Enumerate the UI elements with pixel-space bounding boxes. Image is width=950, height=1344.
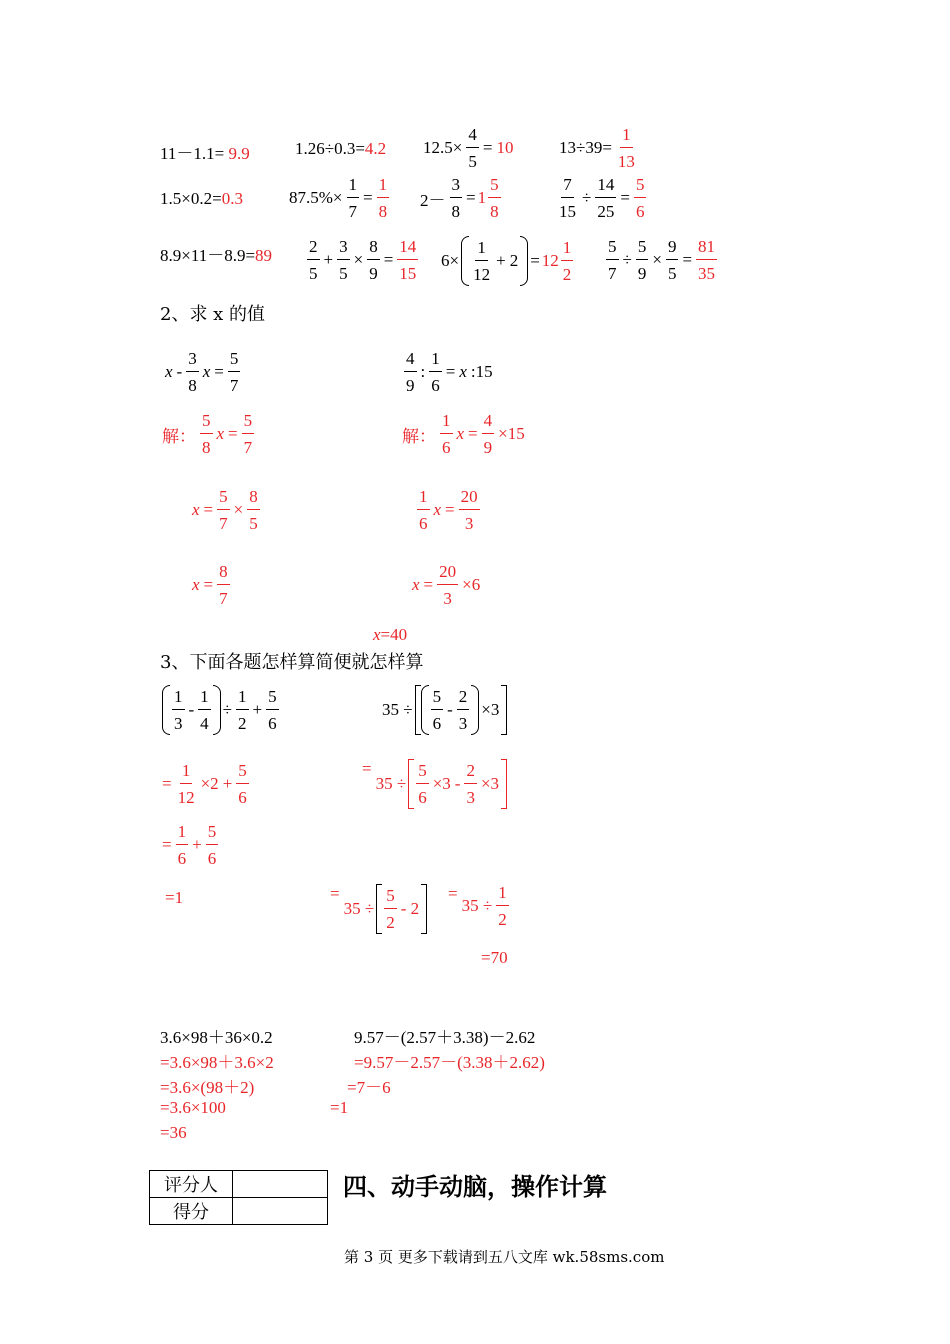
eq2-left-step2: x = $\frac{5}{7}$ × $\frac{8}{5}$ — [192, 487, 258, 533]
score-cell[interactable] — [233, 1198, 328, 1225]
answer-fraction: $\frac{5}{6}$ — [635, 175, 645, 221]
times-sign: × — [652, 250, 662, 269]
simplify-right-step1: =35 ÷ $\frac{5}{6}$ ×3 - $\frac{2}{3}$ ×3 — [360, 759, 507, 809]
calc-left-step: =3.6×100 — [160, 1098, 226, 1117]
simplify-right-question: 35 ÷ $\frac{5}{6}$ - $\frac{2}{3}$ ×3 — [380, 685, 507, 735]
right-paren — [520, 236, 528, 286]
answer: 9.9 — [224, 144, 250, 163]
simplify-left-step2: = $\frac{1}{6}$ + $\frac{5}{6}$ — [162, 822, 217, 868]
expr: 1.5×0.2= — [160, 189, 222, 208]
eq2-right-step4: x=40 — [373, 625, 408, 644]
calc-right-step: =7－6 — [347, 1078, 391, 1097]
fraction: $\frac{3}{8}$ — [451, 175, 460, 221]
score-table — [149, 1170, 328, 1225]
eq2-left-step3: x = $\frac{8}{7}$ — [192, 562, 228, 608]
calc-r2-c3 — [418, 176, 503, 220]
section-4-heading: 四、动手动脑，操作计算 — [343, 1172, 607, 1201]
grader-label: 评分人 — [150, 1171, 233, 1198]
expr: 13÷39= — [559, 138, 612, 157]
calc-right-step: =1 — [330, 1098, 349, 1117]
section-3-title: 3、下面各题怎样算简便就怎样算 — [160, 652, 424, 673]
expr: 6× — [441, 251, 460, 270]
answer: 0.3 — [221, 189, 243, 208]
eq2-left-step1: 解： $\frac{5}{8}$ x = $\frac{5}{7}$ — [162, 411, 253, 457]
expr: 87.5%× — [289, 188, 343, 207]
calc-left-step: =36 — [160, 1123, 187, 1142]
calc-r1-c2 — [295, 139, 386, 159]
calc-r1-c1 — [160, 139, 250, 164]
fraction: $\frac{1}{7}$ — [348, 175, 357, 221]
fraction: $\frac{14}{25}$ — [597, 175, 615, 221]
calc-left-step: =3.6×98＋3.6×2 — [160, 1053, 274, 1072]
divide-sign: ÷ — [582, 188, 592, 207]
fraction: $\frac{3}{5}$ — [339, 237, 348, 283]
eq2-right-step1: 解： $\frac{1}{6}$ x = $\frac{4}{9}$ ×15 — [402, 411, 525, 457]
answer-fraction: $\frac{81}{35}$ — [698, 237, 716, 283]
expr: 12.5× — [423, 138, 463, 157]
simplify-right-step2: =35 ÷ $\frac{5}{2}$ - 2 — [328, 884, 427, 934]
times-sign: × — [353, 250, 364, 269]
calc-r2-c2 — [287, 176, 391, 220]
calc-left-question: 3.6×98＋36×0.2 — [160, 1028, 273, 1047]
grader-cell[interactable] — [233, 1171, 328, 1198]
answer-fraction: $\frac{1}{8}$ — [378, 175, 388, 221]
calc-r3-c3 — [439, 236, 575, 286]
answer: 4.2 — [364, 139, 387, 158]
answer-fraction: $\frac{14}{15}$ — [399, 237, 417, 283]
answer: 10 — [496, 138, 514, 157]
fraction: $\frac{4}{5}$ — [468, 125, 477, 171]
fraction: $\frac{5}{9}$ — [637, 237, 647, 283]
answer: 89 — [255, 246, 273, 265]
simplify-right-step3: =70 — [481, 948, 508, 967]
simplify-left-step1: = $\frac{1}{12}$ ×2 + $\frac{5}{6}$ — [162, 761, 247, 807]
eq2-right-question: $\frac{4}{9}$ : $\frac{1}{6}$ = x :15 — [406, 349, 493, 395]
calc-right-step: =9.57－2.57－(3.38＋2.62) — [354, 1053, 545, 1072]
fraction: $\frac{9}{5}$ — [667, 237, 677, 283]
calc-right-question: 9.57－(2.57＋3.38)－2.62 — [354, 1028, 536, 1047]
equals: = — [620, 188, 630, 207]
plus-sign: + — [323, 250, 334, 269]
fraction: $\frac{2}{5}$ — [309, 237, 318, 283]
fraction: $\frac{8}{9}$ — [369, 237, 378, 283]
eq2-right-step3: x = $\frac{20}{3}$ ×6 — [412, 562, 481, 608]
eq2-left-question: x - $\frac{3}{8}$ x = $\frac{5}{7}$ — [165, 349, 239, 395]
answer-mixed-number: 12 1 2 — [541, 238, 572, 284]
equals: = — [363, 188, 373, 207]
answer-fraction: $\frac{1}{13}$ — [617, 125, 635, 171]
plus-sign: + — [496, 251, 506, 270]
calc-r1-c3 — [421, 126, 515, 170]
equals: = — [530, 251, 540, 270]
expr: 11－1.1= — [160, 144, 225, 163]
calc-r3-c2 — [305, 238, 420, 282]
number: 2 — [509, 251, 519, 270]
section-2-title: 2、求 x 的值 — [160, 304, 266, 325]
calc-r2-c1 — [160, 189, 243, 209]
expr: 2－ — [420, 190, 446, 210]
calc-r3-c1 — [160, 241, 272, 266]
fraction: $\frac{7}{15}$ — [559, 175, 576, 221]
calc-r1-c4 — [557, 126, 639, 170]
equals: = — [466, 188, 476, 207]
calc-r3-c4 — [604, 238, 719, 282]
left-paren — [461, 236, 469, 286]
eq2-right-step2: $\frac{1}{6}$ x = $\frac{20}{3}$ — [419, 487, 478, 533]
simplify-right-step2b: =35 ÷ $\frac{1}{2}$ — [448, 883, 507, 929]
fraction: $\frac{5}{7}$ — [608, 237, 617, 283]
expr: 8.9×11－8.9= — [160, 246, 256, 265]
simplify-left-question: $\frac{1}{3}$ - $\frac{1}{4}$ ÷ $\frac{1}{2}$ + $\frac{5}{6}$ — [162, 685, 281, 735]
score-label: 得分 — [150, 1198, 233, 1225]
answer-mixed-number: 1 5 8 — [477, 175, 499, 221]
equals: = — [682, 250, 693, 269]
expr: 1.26÷0.3= — [295, 139, 365, 158]
calc-r2-c4 — [555, 176, 648, 220]
divide-sign: ÷ — [622, 250, 632, 269]
fraction: $\frac{1}{12}$ — [473, 238, 491, 284]
equals: = — [482, 138, 493, 157]
calc-left-step: =3.6×(98＋2) — [160, 1078, 255, 1097]
page-footer: 第 3 页 更多下载请到五八文库 wk.58sms.com — [344, 1248, 665, 1266]
simplify-left-step3: =1 — [165, 888, 184, 907]
equals: = — [383, 250, 394, 269]
